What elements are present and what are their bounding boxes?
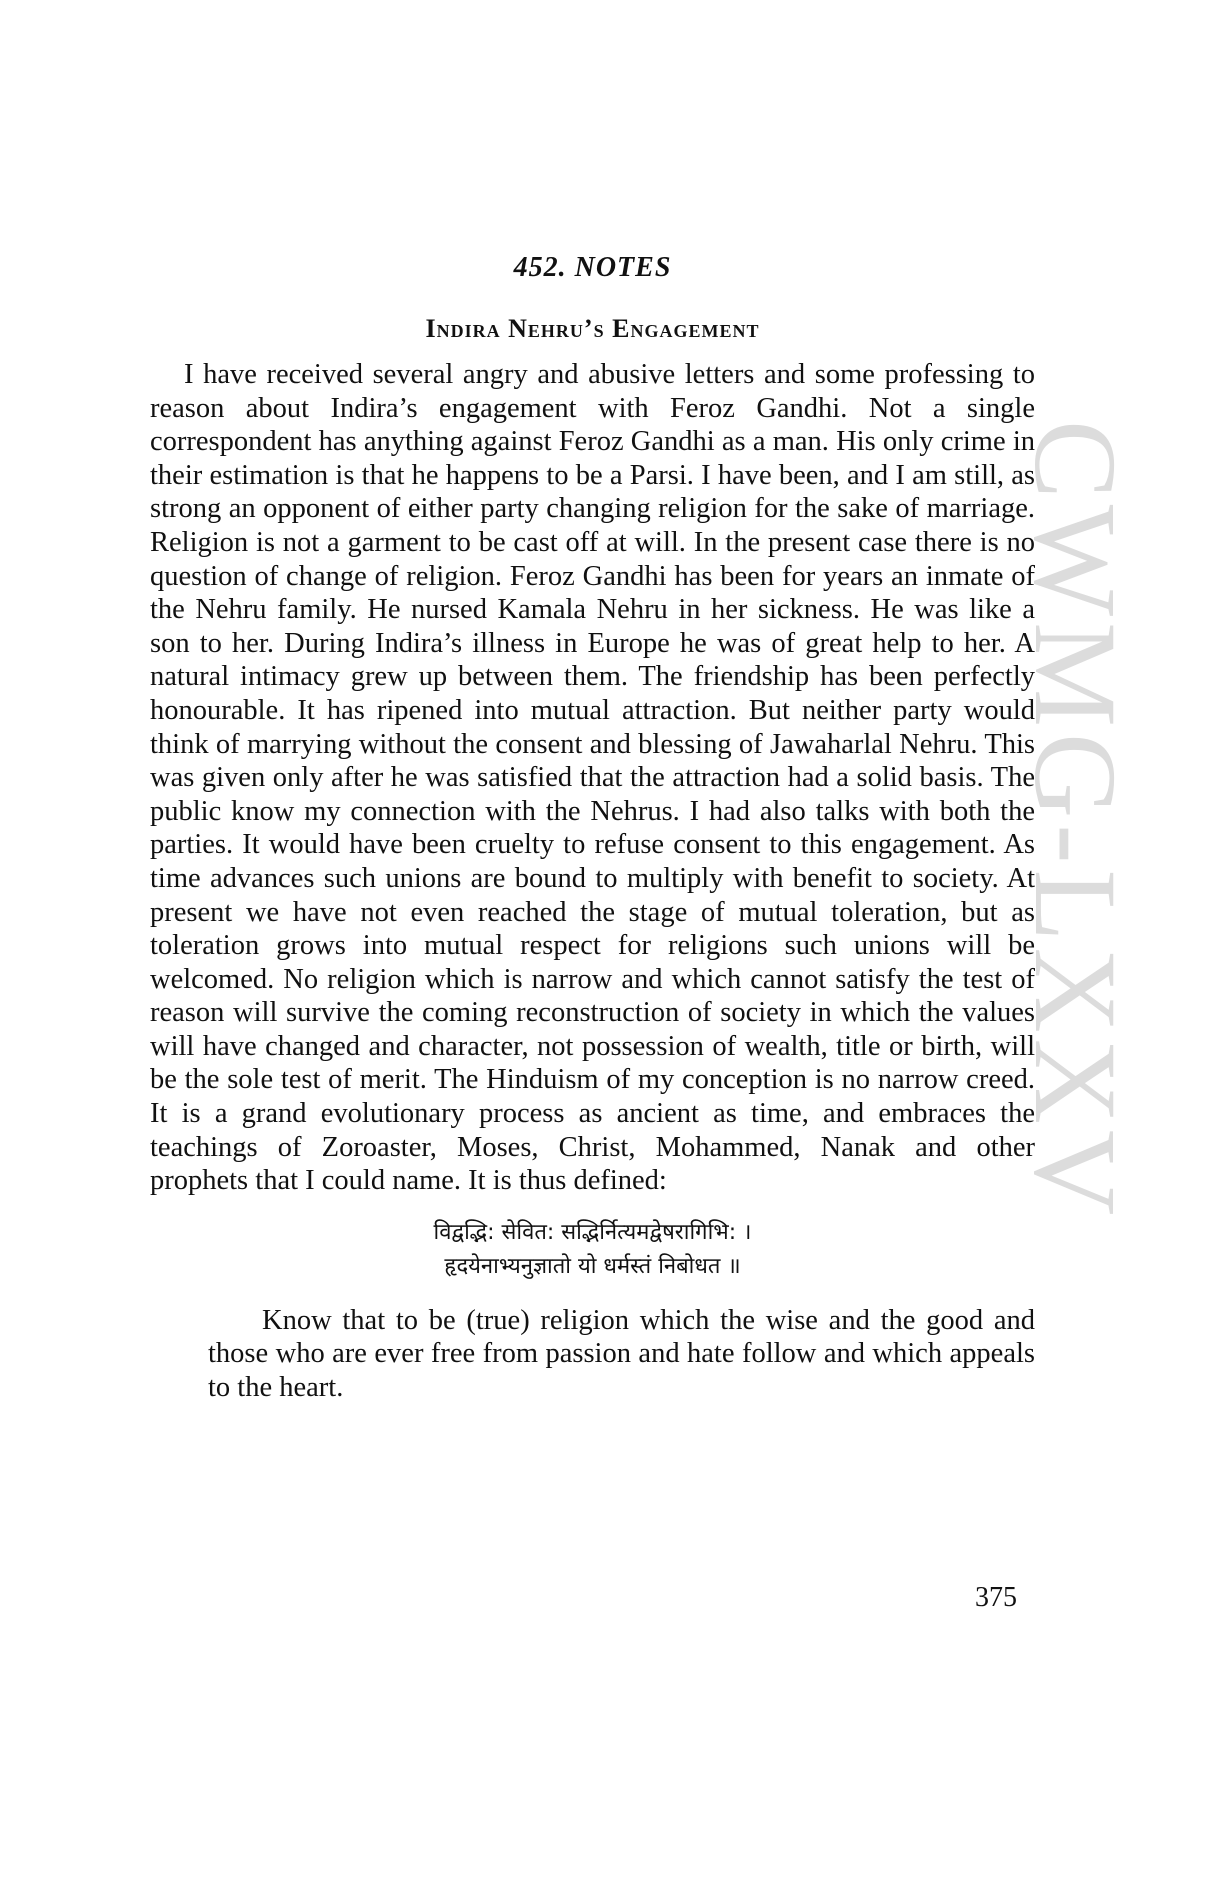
body-paragraph: I have received several angry and abusive letters and some professing to reason about Indira’s engagement with Feroz Gandhi. Not a single correspondent has anything against Feroz Gandhi as a man. His only crime in their estimation is that he happens to be a Parsi. I have been, and I am still, as strong an opponent of either party changing religion for the sake of marriage. Religion is not a garment to be cast off at will. In the present case there is no question of change of religion. Feroz Gandhi has been for years an inmate of the Nehru family. He nursed Kamala Nehru in her sickness. He was like a son to her. During Indira’s illness in Europe he was of great help to her. A natural intimacy grew up between them. The friendship has been perfectly honourable. It has ripened into mutual attraction. But neither party would think of marrying without the consent and blessing of Jawaharlal Nehru. This was given only after he was satisfied that the attraction had a solid basis. The public know my connection with the Nehrus. I had also talks with both the parties. It would have been cruelty to refuse consent to this engagement. As time advances such unions are bound to multiply with benefit to society. At present we have not even reached the stage of mutual toleration, but as toleration grows into mutual respect for religions such unions will be welcomed. No religion which is narrow and which cannot satisfy the test of reason will survive the coming reconstruction of society in which the values will have changed and character, not possession of wealth, title or birth, will be the sole test of merit. The Hinduism of my conception is no narrow creed. It is a grand evolutionary process as ancient as time, and embraces the teachings of Zoroaster, Moses, Christ, Mohammed, Nanak and other prophets that I could name. It is thus defined:: [150, 359, 1035, 1197]
page-number: 375: [975, 1582, 1017, 1613]
verse-line-1: विद्वद्भि: सेवित: सद्भिर्नित्यमद्वेषरागिभि: ।: [433, 1219, 752, 1245]
article: [150, 250, 1035, 1405]
verse-line-2: हृदयेनाभ्यनुज्ञातो यो धर्मस्तं निबोधत ॥: [444, 1253, 741, 1279]
sanskrit-verse: [150, 1216, 1035, 1284]
verse-translation: Know that to be (true) religion which the wise and the good and those who are ever free from passion and hate follow and which appeals to the heart.: [208, 1304, 1035, 1404]
article-subtitle: Indira Nehru’s Engagement: [425, 314, 760, 343]
watermark: CWMG-LXXV: [1010, 420, 1141, 1222]
page-heading: 452. NOTES: [513, 252, 672, 283]
